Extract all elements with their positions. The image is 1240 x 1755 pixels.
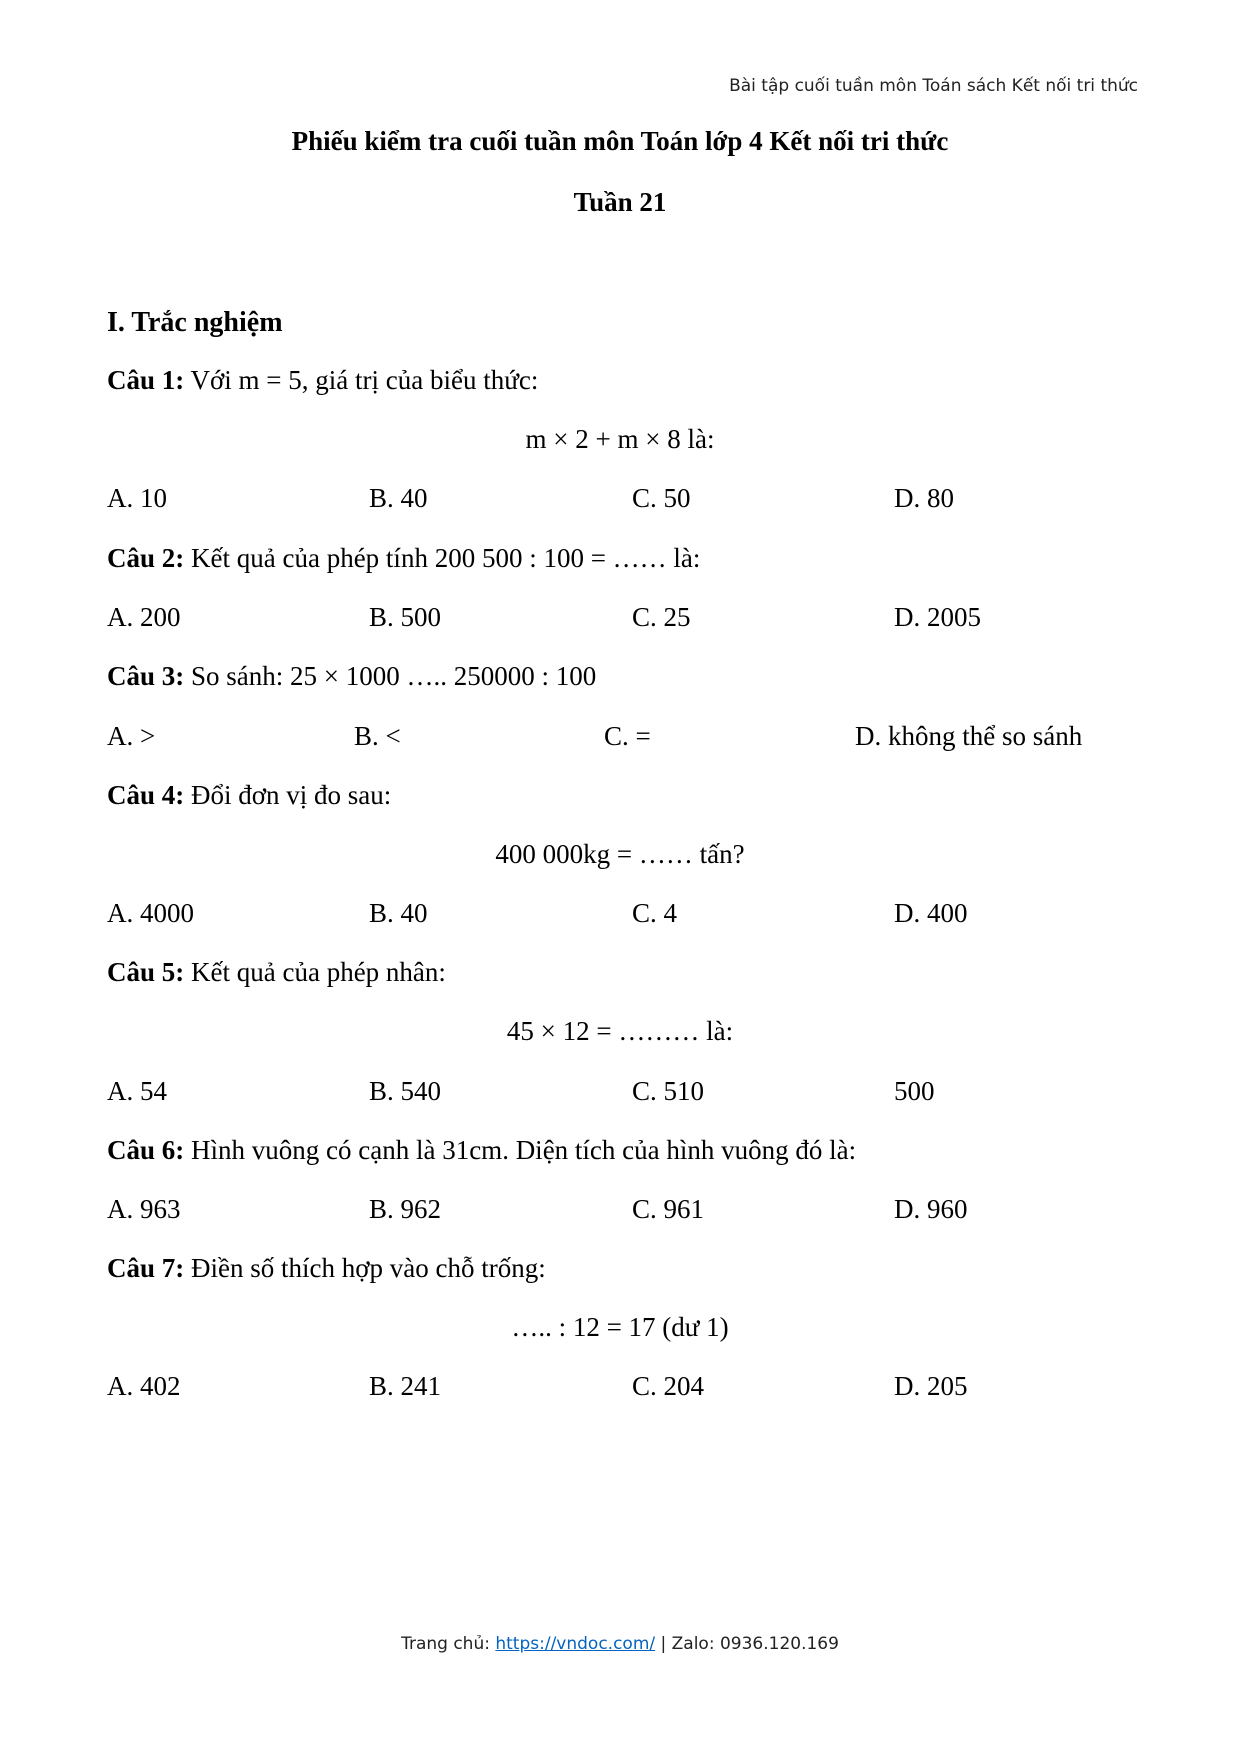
option-d[interactable]: D. 80 [894, 483, 954, 513]
question-4-options [107, 898, 1147, 932]
question-label: Câu 6: [107, 1135, 185, 1165]
question-text: Kết quả của phép tính 200 500 : 100 = …… là: [184, 543, 701, 573]
footer-prefix: Trang chủ: [401, 1634, 496, 1654]
option-b[interactable]: B. 40 [369, 898, 428, 928]
question-label: Câu 4: [107, 780, 185, 810]
question-text: Điền số thích hợp vào chỗ trống: [184, 1253, 546, 1283]
question-7-options [107, 1371, 1147, 1405]
option-b[interactable]: B. 962 [369, 1194, 442, 1224]
option-d[interactable]: 500 [894, 1076, 935, 1106]
option-d[interactable]: D. 2005 [894, 602, 981, 632]
question-7-expression: ….. : 12 = 17 (dư 1) [511, 1312, 729, 1342]
question-label: Câu 2: [107, 543, 185, 573]
option-d[interactable]: D. 205 [894, 1371, 968, 1401]
question-label: Câu 7: [107, 1253, 185, 1283]
question-4 [107, 780, 391, 811]
question-text: So sánh: 25 × 1000 ….. 250000 : 100 [184, 661, 597, 691]
page-title: Phiếu kiểm tra cuối tuần môn Toán lớp 4 Kết nối tri thức [291, 126, 949, 156]
question-4-expression: 400 000kg = …… tấn? [495, 839, 745, 869]
question-2-options [107, 602, 1147, 636]
question-3-options [107, 721, 1147, 755]
option-b[interactable]: B. 540 [369, 1076, 442, 1106]
option-c[interactable]: C. 510 [632, 1076, 705, 1106]
question-text: Kết quả của phép nhân: [184, 957, 446, 987]
question-6 [107, 1135, 856, 1166]
option-d[interactable]: D. 960 [894, 1194, 968, 1224]
option-c[interactable]: C. 4 [632, 898, 678, 928]
question-label: Câu 5: [107, 957, 185, 987]
footer-contact: | Zalo: 0936.120.169 [655, 1634, 839, 1654]
option-a[interactable]: A. > [107, 721, 156, 751]
option-c[interactable]: C. 50 [632, 483, 691, 513]
section-heading: I. Trắc nghiệm [107, 307, 283, 338]
question-2 [107, 543, 700, 574]
question-1-expression: m × 2 + m × 8 là: [525, 424, 715, 454]
page-footer [0, 1634, 1240, 1654]
question-1-options [107, 483, 1147, 517]
option-a[interactable]: A. 402 [107, 1371, 181, 1401]
question-text: Hình vuông có cạnh là 31cm. Diện tích của hình vuông đó là: [184, 1135, 857, 1165]
page-subtitle: Tuần 21 [573, 187, 667, 217]
question-text: Đổi đơn vị đo sau: [184, 780, 392, 810]
header-note: Bài tập cuối tuần môn Toán sách Kết nối tri thức [729, 76, 1138, 96]
option-c[interactable]: C. = [604, 721, 651, 751]
question-label: Câu 1: [107, 365, 185, 395]
option-a[interactable]: A. 54 [107, 1076, 167, 1106]
option-a[interactable]: A. 963 [107, 1194, 181, 1224]
option-a[interactable]: A. 10 [107, 483, 167, 513]
option-b[interactable]: B. 241 [369, 1371, 442, 1401]
option-b[interactable]: B. 500 [369, 602, 442, 632]
option-c[interactable]: C. 961 [632, 1194, 705, 1224]
homepage-link[interactable]: https://vndoc.com/ [495, 1634, 656, 1654]
question-5 [107, 957, 446, 988]
question-7 [107, 1253, 546, 1284]
option-a[interactable]: A. 4000 [107, 898, 194, 928]
option-a[interactable]: A. 200 [107, 602, 181, 632]
question-6-options [107, 1194, 1147, 1228]
option-b[interactable]: B. < [354, 721, 401, 751]
option-d[interactable]: D. không thể so sánh [855, 721, 1083, 751]
option-c[interactable]: C. 204 [632, 1371, 705, 1401]
option-b[interactable]: B. 40 [369, 483, 428, 513]
question-1 [107, 365, 538, 396]
option-d[interactable]: D. 400 [894, 898, 968, 928]
question-5-expression: 45 × 12 = ……… là: [506, 1016, 734, 1046]
question-3 [107, 661, 596, 692]
question-text: Với m = 5, giá trị của biểu thức: [184, 365, 539, 395]
option-c[interactable]: C. 25 [632, 602, 691, 632]
question-5-options [107, 1076, 1147, 1110]
question-label: Câu 3: [107, 661, 185, 691]
